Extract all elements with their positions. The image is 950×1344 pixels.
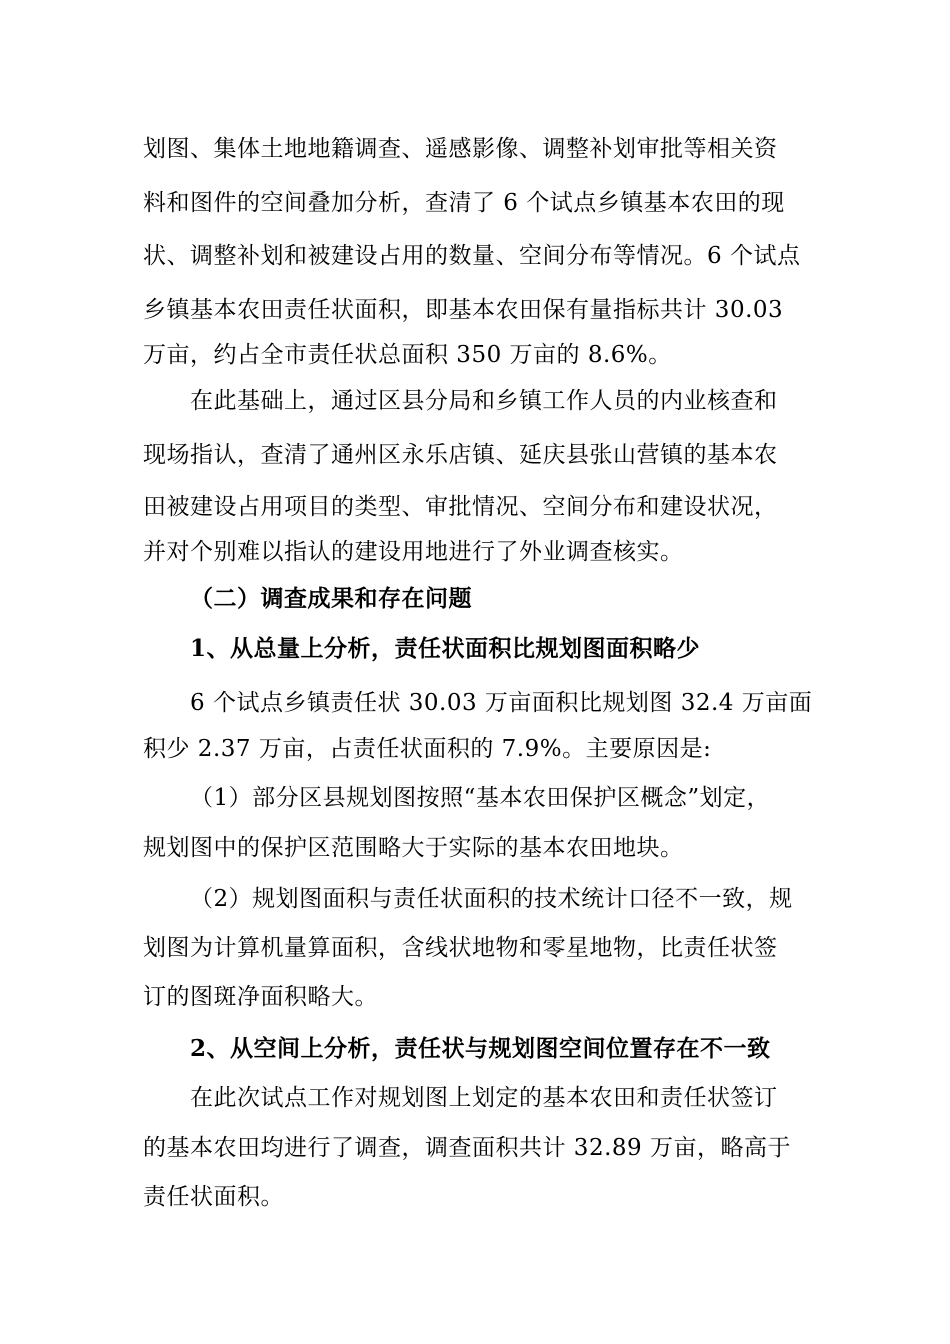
paragraph-1-line-4: 乡镇基本农田责任状面积，即基本农田保有量指标共计 30.03	[143, 297, 784, 323]
paragraph-2-line-4: 并对个别难以指认的建设用地进行了外业调查核实。	[143, 539, 684, 565]
paragraph-5-line-2: 划图为计算机量算面积，含线状地物和零星地物，比责任状签	[143, 935, 778, 961]
section-heading: （二）调查成果和存在问题	[190, 585, 472, 612]
paragraph-2-line-1: 在此基础上，通过区县分局和乡镇工作人员的内业核查和	[190, 388, 778, 414]
paragraph-1-line-1: 划图、集体土地地籍调查、遥感影像、调整补划审批等相关资	[143, 136, 778, 162]
paragraph-2-line-2: 现场指认，查清了通州区永乐店镇、延庆县张山营镇的基本农	[143, 442, 778, 468]
paragraph-3-line-1: 6 个试点乡镇责任状 30.03 万亩面积比规划图 32.4 万亩面	[190, 690, 813, 716]
paragraph-6-line-2: 的基本农田均进行了调查，调查面积共计 32.89 万亩，略高于	[143, 1135, 791, 1161]
paragraph-4-line-1: （1）部分区县规划图按照“基本农田保护区概念”划定，	[190, 785, 771, 811]
paragraph-6-line-3: 责任状面积。	[143, 1184, 284, 1210]
paragraph-2-line-3: 田被建设占用项目的类型、审批情况、空间分布和建设状况，	[143, 494, 778, 520]
paragraph-1-line-5: 万亩，约占全市责任状总面积 350 万亩的 8.6%。	[143, 342, 672, 368]
paragraph-3-line-2: 积少 2.37 万亩，占责任状面积的 7.9%。主要原因是:	[143, 736, 712, 762]
paragraph-6-line-1: 在此次试点工作对规划图上划定的基本农田和责任状签订	[190, 1085, 778, 1111]
paragraph-5-line-3: 订的图斑净面积略大。	[143, 984, 378, 1010]
paragraph-4-line-2: 规划图中的保护区范围略大于实际的基本农田地块。	[143, 835, 684, 861]
paragraph-1-line-2: 料和图件的空间叠加分析，查清了 6 个试点乡镇基本农田的现	[143, 190, 785, 216]
subheading-2: 2、从空间上分析，责任状与规划图空间位置存在不一致	[190, 1035, 771, 1062]
subheading-1: 1、从总量上分析，责任状面积比规划图面积略少	[190, 635, 701, 662]
paragraph-5-line-1: （2）规划图面积与责任状面积的技术统计口径不一致，规	[190, 886, 793, 912]
paragraph-1-line-3: 状、调整补划和被建设占用的数量、空间分布等情况。6 个试点	[143, 243, 801, 269]
